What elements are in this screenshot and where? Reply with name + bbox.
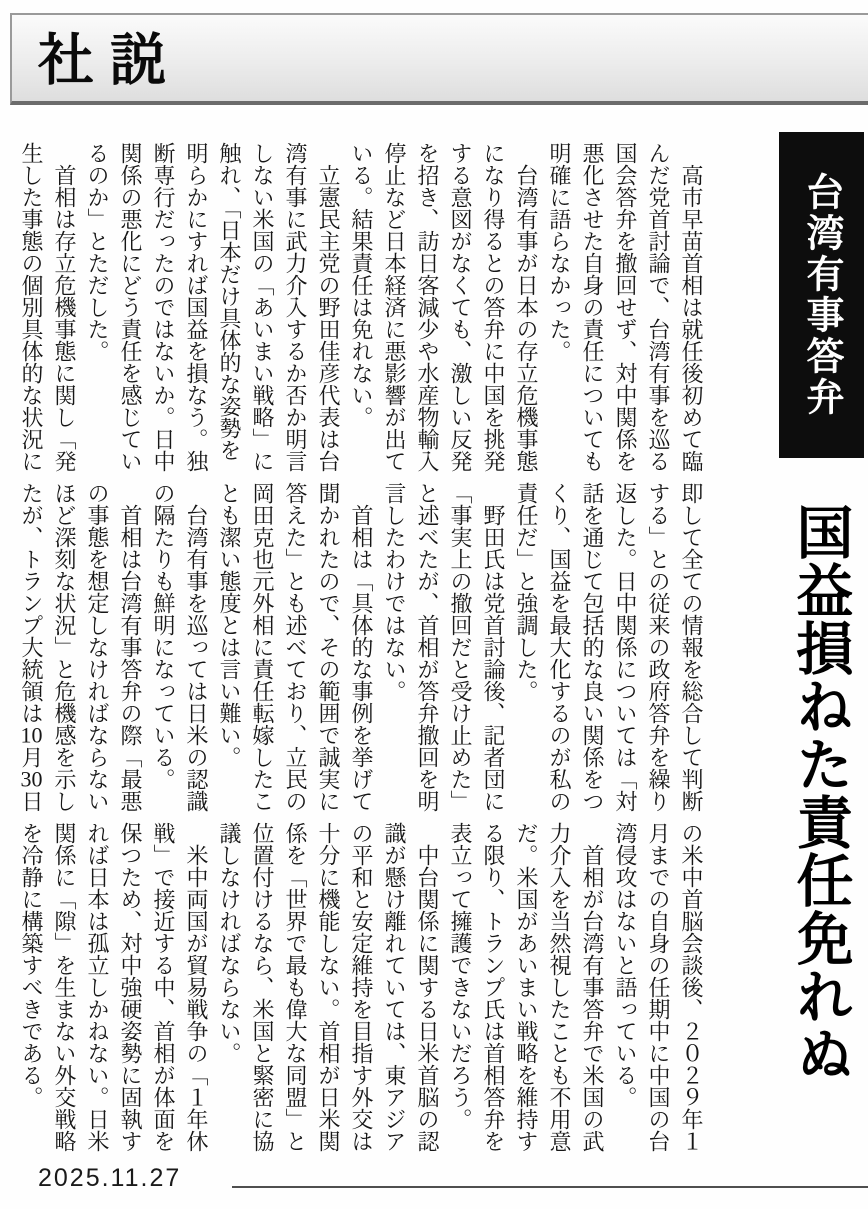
article-paragraph: 首相は台湾有事答弁の際「最悪の事態を想定しなければならないほど深刻な状況」と危機感を示したが、トランプ大統領は10月30日 bbox=[19, 482, 143, 812]
article-paragraph: 立憲民主党の野田佳彦代表は台湾有事に武力介入するか否か明言しない米国の「あいまい戦略」に触れ、「日本だけ具体的な姿勢を明らかにすれば国益を損なう。独断専行だったのではないか。日中関係の悪化にどう責任を感じているのか」とただした。 bbox=[85, 142, 341, 472]
article-kicker: 台湾有事答弁 bbox=[800, 172, 842, 418]
section-title: 社説 bbox=[38, 30, 182, 93]
article-paragraph: 首相が台湾有事答弁で米国の武力介入を当然視したことも不用意だ。米国があいまい戦略を維持する限り、トランプ氏は首相答弁を表立って擁護できないだろう。 bbox=[448, 822, 605, 1152]
footer-rule bbox=[232, 1186, 868, 1188]
article-kicker-box bbox=[779, 132, 864, 458]
article-body-band-1 bbox=[10, 142, 708, 478]
article-body-band-3 bbox=[10, 822, 708, 1158]
article-paragraph: 野田氏は党首討論後、記者団に「事実上の撤回だと受け止めた」と述べたが、首相が答弁撤回を明言したわけではない。 bbox=[382, 482, 506, 812]
tate-chu-yoko-number: 10 bbox=[20, 724, 43, 746]
article-paragraph: 中台関係に関する日米首脳の認識が懸け離れていては、東アジアの平和と安定維持を目指す外交は十分に機能しない。首相が日米関係を「世界で最も偉大な同盟」と位置付けるなら、米国と緊密に協議しなければならない。 bbox=[217, 822, 440, 1152]
article-paragraph: 米中両国が貿易戦争の「１年休戦」で接近する中、首相が体面を保つため、対中強硬姿勢に固執すれば日本は孤立しかねない。日米関係に「隙」を生まない外交戦略を冷静に構築すべきである。 bbox=[19, 822, 209, 1152]
publication-date: 2025.11.27 bbox=[38, 1164, 182, 1192]
article-paragraph: 台湾有事を巡っては日米の認識の隔たりも鮮明になっている。 bbox=[151, 482, 209, 812]
article-paragraph: 首相は存立危機事態に関し「発生した事態の個別具体的な状況に bbox=[19, 142, 77, 472]
article-paragraph: 首相は「具体的な事例を挙げて聞かれたので、その範囲で誠実に答えた」とも述べており、立民の岡田克也元外相に責任転嫁したことも潔い態度とは言い難い。 bbox=[217, 482, 374, 812]
tate-chu-yoko-number: 30 bbox=[20, 768, 43, 790]
article-body-band-2 bbox=[10, 482, 708, 818]
article-paragraph: 台湾有事が日本の存立危機事態になり得るとの答弁に中国を挑発する意図がなくても、激しい反発を招き、訪日客減少や水産物輸入停止など日本経済に悪影響が出ている。結果責任は免れない。 bbox=[349, 142, 539, 472]
article-paragraph: 高市早苗首相は就任後初めて臨んだ党首討論で、台湾有事を巡る国会答弁を撤回せず、対中関係を悪化させた自身の責任についても明確に語らなかった。 bbox=[547, 142, 704, 472]
article-paragraph: 即して全ての情報を総合して判断する」との従来の政府答弁を繰り返した。日中関係については「対話を通じて包括的な良い関係をつくり、国益を最大化するのが私の責任だ」と強調した。 bbox=[514, 482, 704, 812]
article-paragraph: の米中首脳会談後、２０２９年１月までの自身の任期中に中国の台湾侵攻はないと語っている。 bbox=[613, 822, 704, 1152]
section-header bbox=[10, 13, 868, 105]
article-headline: 国益損ねた責任免れぬ bbox=[788, 503, 851, 1083]
